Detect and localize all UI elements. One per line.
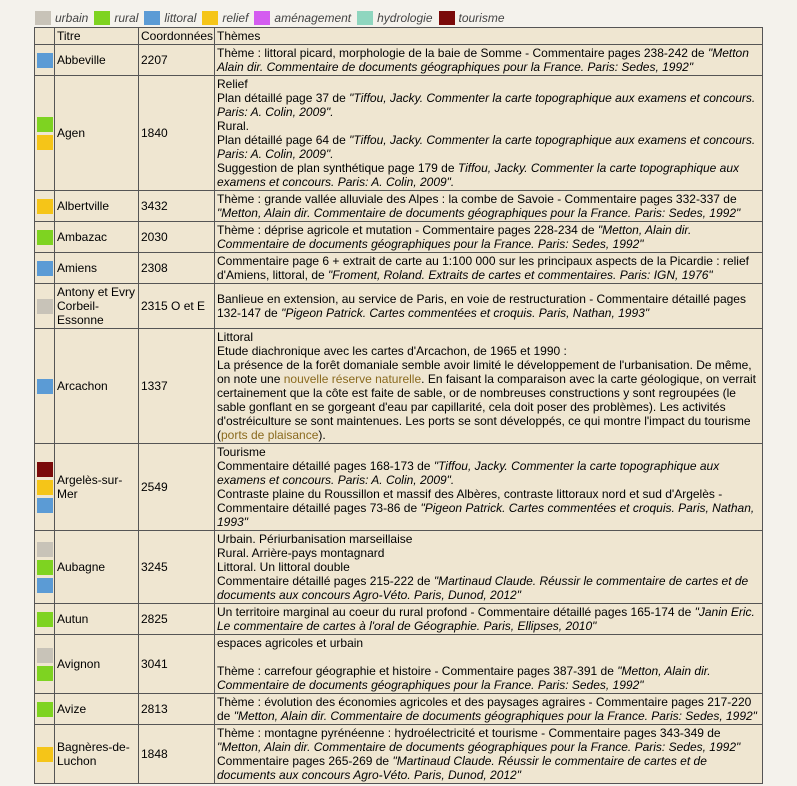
reference-text: "Janin Eric. Le commentaire de cartes à l'oral de Géographie. Paris, Ellipses, 2010" — [217, 605, 755, 633]
theme-text: Thème : déprise agricole et mutation - Commentaire pages 228-234 de — [217, 223, 598, 237]
themes-cell — [215, 191, 763, 222]
themes-cell — [215, 635, 763, 694]
category-chip-rural — [37, 230, 53, 245]
theme-text: Thème : montagne pyrénéenne : hydroélectricité et tourisme - Commentaire pages 343-349 de — [217, 726, 721, 740]
header-themes: Thèmes — [215, 28, 763, 45]
theme-text: Rural. Arrière-pays montagnard — [217, 546, 385, 560]
theme-line — [217, 77, 760, 91]
theme-line — [217, 192, 760, 220]
title-cell: Ambazac — [55, 222, 139, 253]
category-legend — [35, 8, 511, 28]
theme-line — [217, 344, 760, 358]
legend-label: hydrologie — [377, 11, 433, 25]
theme-line — [217, 636, 760, 650]
theme-text: espaces agricoles et urbain — [217, 636, 364, 650]
table-row — [35, 45, 763, 76]
theme-text: Commentaire page 6 + extrait de carte au 1:100 000 sur les principaux aspects de la Picardie : relief d'Amiens, littoral, de — [217, 254, 749, 282]
reference-text: "Metton, Alain dir. Commentaire de documents géographiques pour la France. Paris: Sedes, 1992" — [217, 206, 741, 220]
category-chip-urbain — [37, 299, 53, 314]
coordinates-cell: 2813 — [139, 694, 215, 725]
reference-text: Tiffou, Jacky. Commenter la carte topographique aux examens et concours. Paris: A. Colin, 2009". — [217, 161, 740, 189]
theme-text: Thème : grande vallée alluviale des Alpes : la combe de Savoie - Commentaire pages 332-337 de — [217, 192, 737, 206]
theme-line — [217, 119, 760, 133]
category-cell — [35, 531, 55, 604]
theme-line — [217, 754, 760, 782]
table-row — [35, 531, 763, 604]
theme-line — [217, 650, 760, 664]
theme-line — [217, 46, 760, 74]
coordinates-cell: 1337 — [139, 329, 215, 444]
category-cell — [35, 694, 55, 725]
themes-cell — [215, 45, 763, 76]
theme-line — [217, 161, 760, 189]
themes-cell — [215, 253, 763, 284]
category-chip-rural — [37, 117, 53, 132]
theme-text: Rural. — [217, 119, 250, 133]
legend-label: littoral — [164, 11, 197, 25]
reference-text: "Pigeon Patrick. Cartes commentées et croquis. Paris, Nathan, 1993" — [281, 306, 650, 320]
category-chip-rural — [37, 560, 53, 575]
category-chip-relief — [37, 480, 53, 495]
themes-cell — [215, 222, 763, 253]
theme-text: Commentaire détaillé pages 215-222 de — [217, 574, 434, 588]
title-cell: Bagnères-de-Luchon — [55, 725, 139, 784]
theme-link[interactable]: nouvelle réserve naturelle — [283, 372, 422, 386]
table-row — [35, 329, 763, 444]
reference-text: "Tiffou, Jacky. Commenter la carte topographique aux examens et concours. Paris: A. Colin, 2009". — [217, 91, 756, 119]
atlas-table — [34, 27, 763, 784]
legend-label: aménagement — [274, 11, 352, 25]
theme-link[interactable]: ports de plaisance — [221, 428, 319, 442]
title-cell: Argelès-sur-Mer — [55, 444, 139, 531]
themes-cell — [215, 444, 763, 531]
themes-cell — [215, 604, 763, 635]
themes-cell — [215, 284, 763, 329]
coordinates-cell: 3041 — [139, 635, 215, 694]
coordinates-cell: 2030 — [139, 222, 215, 253]
theme-line — [217, 459, 760, 487]
category-chip-relief — [37, 747, 53, 762]
theme-text: Contraste plaine du Roussillon et massif des Albères, contraste littoraux nord et sud d'Argelès - Commentaire détaillé pages 73-86 de — [217, 487, 723, 515]
themes-cell — [215, 329, 763, 444]
theme-text: Thème : évolution des économies agricoles et des paysages agraires - Commentaire pages 217-220 de — [217, 695, 752, 723]
category-cell — [35, 444, 55, 531]
theme-text: Thème : carrefour géographie et histoire - Commentaire pages 387-391 de — [217, 664, 618, 678]
theme-line — [217, 695, 760, 723]
category-chip-littoral — [37, 379, 53, 394]
theme-text: Commentaire détaillé pages 168-173 de — [217, 459, 434, 473]
category-cell — [35, 253, 55, 284]
theme-line — [217, 358, 760, 442]
theme-text: Urbain. Périurbanisation marseillaise — [217, 532, 413, 546]
theme-line — [217, 133, 760, 161]
theme-text: . En faisant la comparaison avec la carte géologique, on verrait certainement que la côte est faite de sable, or de nombreuses constructions y sont regroupées (le sable gonflant en se gorgeant d'eau par capillarité, cela doit poser des problèmes). Les activités d'ostréiculture se sont maintenues. Les ports se sont développés, ce qui montre l'impact du tourisme ( — [217, 372, 757, 442]
reference-text: "Metton, Alain dir. Commentaire de documents géographiques pour la France. Paris: Sedes, 1992" — [217, 740, 741, 754]
theme-line — [217, 445, 760, 459]
theme-text: La présence de la forêt domaniale semble avoir limité le développement de l'urbanisation. De même, on note une — [217, 358, 752, 386]
reference-text: "Froment, Roland. Extraits de cartes et commentaires. Paris: IGN, 1976" — [328, 268, 713, 282]
legend-swatch — [35, 11, 51, 25]
theme-text: Un territoire marginal au coeur du rural profond - Commentaire détaillé pages 165-174 de — [217, 605, 695, 619]
legend-item-relief — [202, 11, 248, 25]
table-row — [35, 604, 763, 635]
theme-text: Plan détaillé page 37 de — [217, 91, 350, 105]
theme-line — [217, 330, 760, 344]
legend-swatch — [254, 11, 270, 25]
header-coordinates: Coordonnées — [139, 28, 215, 45]
coordinates-cell: 3245 — [139, 531, 215, 604]
reference-text: "Metton Alain dir. Commentaire de documents géographiques pour la France. Paris: Sedes, 1992" — [217, 46, 749, 74]
title-cell: Aubagne — [55, 531, 139, 604]
title-cell: Abbeville — [55, 45, 139, 76]
table-row — [35, 635, 763, 694]
legend-item-littoral — [144, 11, 196, 25]
title-cell: Agen — [55, 76, 139, 191]
reference-text: "Metton, Alain dir. Commentaire de documents géographiques pour la France. Paris: Sedes, 1992" — [217, 223, 692, 251]
legend-label: rural — [114, 11, 139, 25]
category-chip-urbain — [37, 648, 53, 663]
table-row — [35, 725, 763, 784]
reference-text: "Martinaud Claude. Réussir le commentaire de cartes et de documents aux concours Agro-Véto. Paris, Dunod, 2012" — [217, 574, 749, 602]
coordinates-cell: 3432 — [139, 191, 215, 222]
theme-text: Suggestion de plan synthétique page 179 de — [217, 161, 458, 175]
legend-item-tourisme — [439, 11, 505, 25]
theme-line — [217, 546, 760, 560]
themes-cell — [215, 725, 763, 784]
legend-item-rural — [94, 11, 138, 25]
theme-line — [217, 605, 760, 633]
title-cell: Amiens — [55, 253, 139, 284]
themes-cell — [215, 694, 763, 725]
legend-swatch — [202, 11, 218, 25]
theme-line — [217, 726, 760, 754]
legend-label: tourisme — [458, 11, 505, 25]
header-category — [35, 28, 55, 45]
category-cell — [35, 329, 55, 444]
theme-line — [217, 91, 760, 119]
legend-swatch — [357, 11, 373, 25]
coordinates-cell: 2825 — [139, 604, 215, 635]
table-header-row — [35, 28, 763, 45]
legend-item-urbain — [35, 11, 88, 25]
coordinates-cell: 2549 — [139, 444, 215, 531]
legend-swatch — [94, 11, 110, 25]
theme-line — [217, 574, 760, 602]
table-row — [35, 694, 763, 725]
table-row — [35, 444, 763, 531]
title-cell: Arcachon — [55, 329, 139, 444]
legend-label: relief — [222, 11, 249, 25]
reference-text: "Pigeon Patrick. Cartes commentées et croquis. Paris, Nathan, 1993" — [217, 501, 755, 529]
theme-text: Littoral. Un littoral double — [217, 560, 350, 574]
table-row — [35, 253, 763, 284]
coordinates-cell: 2315 O et E — [139, 284, 215, 329]
category-cell — [35, 604, 55, 635]
category-chip-tourisme — [37, 462, 53, 477]
reference-text: "Metton, Alain dir. Commentaire de documents géographiques pour la France. Paris: Sedes, 1992" — [217, 664, 711, 692]
title-cell: Antony et Evry Corbeil-Essonne — [55, 284, 139, 329]
theme-text: Thème : littoral picard, morphologie de la baie de Somme - Commentaire pages 238-242 de — [217, 46, 708, 60]
category-chip-rural — [37, 702, 53, 717]
theme-text: Banlieue en extension, au service de Paris, en voie de restructuration - Commentaire détaillé pages 132-147 de — [217, 292, 746, 320]
title-cell: Albertville — [55, 191, 139, 222]
category-chip-relief — [37, 199, 53, 214]
category-chip-rural — [37, 666, 53, 681]
coordinates-cell: 1848 — [139, 725, 215, 784]
category-cell — [35, 222, 55, 253]
title-cell: Avignon — [55, 635, 139, 694]
theme-text: Plan détaillé page 64 de — [217, 133, 350, 147]
reference-text: "Tiffou, Jacky. Commenter la carte topographique aux examens et concours. Paris: A. Colin, 2009". — [217, 133, 756, 161]
category-cell — [35, 76, 55, 191]
category-cell — [35, 635, 55, 694]
table-row — [35, 191, 763, 222]
category-chip-littoral — [37, 53, 53, 68]
theme-line — [217, 560, 760, 574]
themes-cell — [215, 76, 763, 191]
theme-line — [217, 223, 760, 251]
table-row — [35, 284, 763, 329]
legend-swatch — [439, 11, 455, 25]
theme-text: Commentaire pages 265-269 de — [217, 754, 393, 768]
category-cell — [35, 284, 55, 329]
reference-text: "Martinaud Claude. Réussir le commentaire de cartes et de documents aux concours Agro-Véto. Paris, Dunod, 2012" — [217, 754, 707, 782]
table-row — [35, 76, 763, 191]
title-cell: Autun — [55, 604, 139, 635]
table-row — [35, 222, 763, 253]
coordinates-cell: 2308 — [139, 253, 215, 284]
legend-label: urbain — [55, 11, 89, 25]
legend-item-hydrologie — [357, 11, 432, 25]
theme-line — [217, 254, 760, 282]
themes-cell — [215, 531, 763, 604]
legend-swatch — [144, 11, 160, 25]
reference-text: "Tiffou, Jacky. Commenter la carte topographique aux examens et concours. Paris: A. Colin, 2009". — [217, 459, 720, 487]
category-chip-littoral — [37, 578, 53, 593]
category-chip-littoral — [37, 498, 53, 513]
category-chip-littoral — [37, 261, 53, 276]
category-chip-relief — [37, 135, 53, 150]
header-title: Titre — [55, 28, 139, 45]
category-chip-urbain — [37, 542, 53, 557]
coordinates-cell: 2207 — [139, 45, 215, 76]
title-cell: Avize — [55, 694, 139, 725]
legend-item-aménagement — [254, 11, 351, 25]
theme-text: Relief — [217, 77, 248, 91]
theme-text: ). — [318, 428, 326, 442]
theme-line — [217, 664, 760, 692]
reference-text: "Metton, Alain dir. Commentaire de documents géographiques pour la France. Paris: Sedes, 1992" — [233, 709, 757, 723]
theme-line — [217, 487, 760, 529]
theme-text: Etude diachronique avec les cartes d'Arcachon, de 1965 et 1990 : — [217, 344, 567, 358]
category-cell — [35, 191, 55, 222]
category-cell — [35, 725, 55, 784]
theme-text: Littoral — [217, 330, 254, 344]
category-cell — [35, 45, 55, 76]
category-chip-rural — [37, 612, 53, 627]
theme-line — [217, 532, 760, 546]
theme-line — [217, 292, 760, 320]
theme-text: Tourisme — [217, 445, 266, 459]
coordinates-cell: 1840 — [139, 76, 215, 191]
